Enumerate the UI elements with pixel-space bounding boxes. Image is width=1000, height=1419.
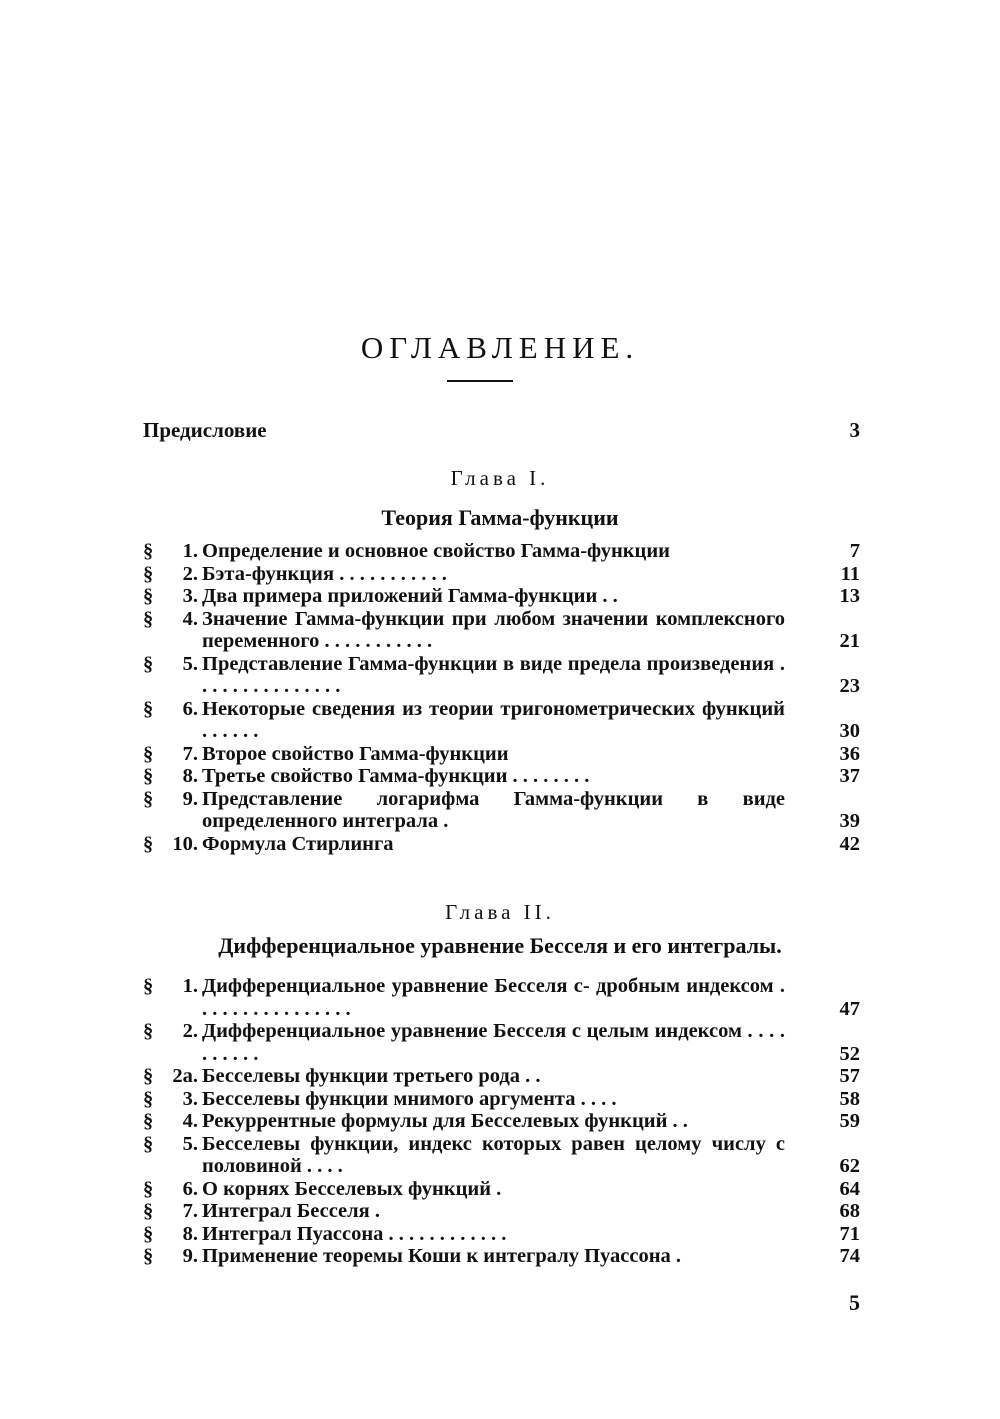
entry-page: 68 <box>839 1200 860 1222</box>
entry-page: 58 <box>839 1087 860 1110</box>
toc-entry <box>143 608 860 653</box>
entry-text: Бэта-функция . . . . . . . . . . . <box>202 562 447 585</box>
toc-entry <box>143 975 860 1020</box>
toc-entry <box>143 585 860 608</box>
section-sign: § <box>143 1065 154 1087</box>
entry-number: 5. <box>182 1132 198 1155</box>
toc-entry <box>143 1200 860 1223</box>
entry-text: Дифференциальное уравнение Бесселя с- дробным индексом . . . . . . . . . . . . . . . . <box>202 975 785 1020</box>
entry-text: Определение и основное свойство Гамма-функции <box>202 540 670 562</box>
entry-text: Дифференциальное уравнение Бесселя с целым индексом . . . . . . . . . . <box>202 1020 785 1065</box>
entry-text: Применение теоремы Коши к интегралу Пуассона . <box>202 1245 682 1267</box>
preface-page: 3 <box>849 418 860 442</box>
entry-text: Бесселевы функции третьего рода . . <box>202 1065 541 1087</box>
entry-page: 23 <box>839 675 860 697</box>
section-sign: § <box>143 1132 154 1155</box>
entry-text: Рекуррентные формулы для Бесселевых функций . . <box>202 1110 688 1132</box>
toc-entry <box>143 1065 860 1088</box>
toc-entry <box>143 1133 860 1178</box>
entry-number: 3. <box>182 585 198 607</box>
toc-entry <box>143 698 860 743</box>
entry-page: 13 <box>839 585 860 607</box>
entry-text: Бесселевы функции, индекс которых равен целому числу с половиной . . . . <box>202 1132 785 1177</box>
entry-number: 9. <box>182 787 198 810</box>
toc-entry <box>143 540 860 563</box>
entry-page: 74 <box>839 1245 860 1267</box>
section-sign: § <box>143 697 154 720</box>
entry-page: 64 <box>839 1177 860 1200</box>
chapter-1-entries <box>143 540 860 855</box>
entry-text: Формула Стирлинга <box>202 832 394 855</box>
toc-entry <box>143 1110 860 1133</box>
section-sign: § <box>143 975 154 997</box>
page-title: ОГЛАВЛЕНИЕ. <box>360 330 640 365</box>
entry-page: 7 <box>849 540 860 562</box>
section-sign: § <box>143 1200 154 1222</box>
entry-page: 39 <box>839 810 860 832</box>
entry-text: Бесселевы функции мнимого аргумента . . . . <box>202 1087 617 1110</box>
entry-text: Интеграл Бесселя . <box>202 1200 380 1222</box>
toc-entry <box>143 653 860 698</box>
entry-number: 1. <box>182 540 198 562</box>
entry-page: 71 <box>839 1222 860 1245</box>
toc-entry <box>143 765 860 788</box>
entry-text: Представление Гамма-функции в виде предела произведения . . . . . . . . . . . . . . . <box>202 652 785 697</box>
section-sign: § <box>143 1020 154 1042</box>
entry-number: 6. <box>182 1177 198 1200</box>
entry-page: 52 <box>839 1042 860 1065</box>
section-sign: § <box>143 562 154 585</box>
entry-number: 8. <box>182 765 198 787</box>
section-sign: § <box>143 1087 154 1110</box>
entry-number: 2. <box>182 562 198 585</box>
toc-entry <box>143 833 860 856</box>
entry-page: 59 <box>839 1110 860 1132</box>
chapter-2-title: Дифференциальное уравнение Бесселя и его интегралы. <box>218 933 782 958</box>
section-sign: § <box>143 1177 154 1200</box>
entry-number: 2а. <box>172 1065 198 1087</box>
entry-page: 42 <box>839 832 860 855</box>
toc-entry <box>143 743 860 766</box>
entry-number: 6. <box>182 697 198 720</box>
entry-page: 62 <box>839 1155 860 1177</box>
entry-number: 7. <box>182 742 198 765</box>
entry-number: 2. <box>182 1020 198 1042</box>
toc-entry <box>143 1088 860 1111</box>
toc-entry <box>143 1245 860 1268</box>
entry-number: 1. <box>182 975 198 997</box>
section-sign: § <box>143 607 154 630</box>
entry-page: 47 <box>839 997 860 1020</box>
section-sign: § <box>143 652 154 675</box>
entry-page: 57 <box>839 1065 860 1087</box>
entry-number: 10. <box>172 832 198 855</box>
entry-text: Некоторые сведения из теории тригонометрических функций . . . . . . <box>202 697 785 742</box>
page-number: 5 <box>849 1290 860 1315</box>
entry-page: 37 <box>839 765 860 787</box>
entry-number: 7. <box>182 1200 198 1222</box>
entry-page: 30 <box>839 720 860 742</box>
entry-page: 21 <box>839 630 860 652</box>
section-sign: § <box>143 1245 154 1267</box>
toc-preface <box>143 418 860 443</box>
toc-entry <box>143 1178 860 1201</box>
section-sign: § <box>143 742 154 765</box>
entry-number: 4. <box>182 1110 198 1132</box>
preface-label: Предисловие <box>143 418 267 442</box>
entry-number: 9. <box>182 1245 198 1267</box>
chapter-2-entries <box>143 975 860 1268</box>
section-sign: § <box>143 540 154 562</box>
entry-text: Второе свойство Гамма-функции <box>202 742 509 765</box>
toc-entry <box>143 1223 860 1246</box>
section-sign: § <box>143 765 154 787</box>
toc-entry <box>143 788 860 833</box>
chapter-1-title: Теория Гамма-функции <box>381 505 619 530</box>
entry-number: 4. <box>182 607 198 630</box>
entry-number: 5. <box>182 652 198 675</box>
entry-text: Представление логарифма Гамма-функции в виде определенного интеграла . <box>202 787 785 832</box>
entry-text: Интеграл Пуассона . . . . . . . . . . . . <box>202 1222 507 1245</box>
toc-entry <box>143 1020 860 1065</box>
entry-text: Два примера приложений Гамма-функции . . <box>202 585 618 607</box>
section-sign: § <box>143 585 154 607</box>
chapter-2-heading: Глава II. <box>445 900 555 924</box>
section-sign: § <box>143 1222 154 1245</box>
toc-entry <box>143 563 860 586</box>
entry-page: 36 <box>839 742 860 765</box>
title-rule <box>447 380 513 382</box>
section-sign: § <box>143 832 154 855</box>
entry-number: 8. <box>182 1222 198 1245</box>
entry-text: Третье свойство Гамма-функции . . . . . . . . <box>202 765 590 787</box>
entry-text: О корнях Бесселевых функций . <box>202 1177 502 1200</box>
chapter-1-heading: Глава I. <box>450 466 550 490</box>
entry-page: 11 <box>840 562 860 585</box>
entry-number: 3. <box>182 1087 198 1110</box>
entry-text: Значение Гамма-функции при любом значении комплексного переменного . . . . . . . . . . . <box>202 607 785 652</box>
section-sign: § <box>143 787 154 810</box>
section-sign: § <box>143 1110 154 1132</box>
